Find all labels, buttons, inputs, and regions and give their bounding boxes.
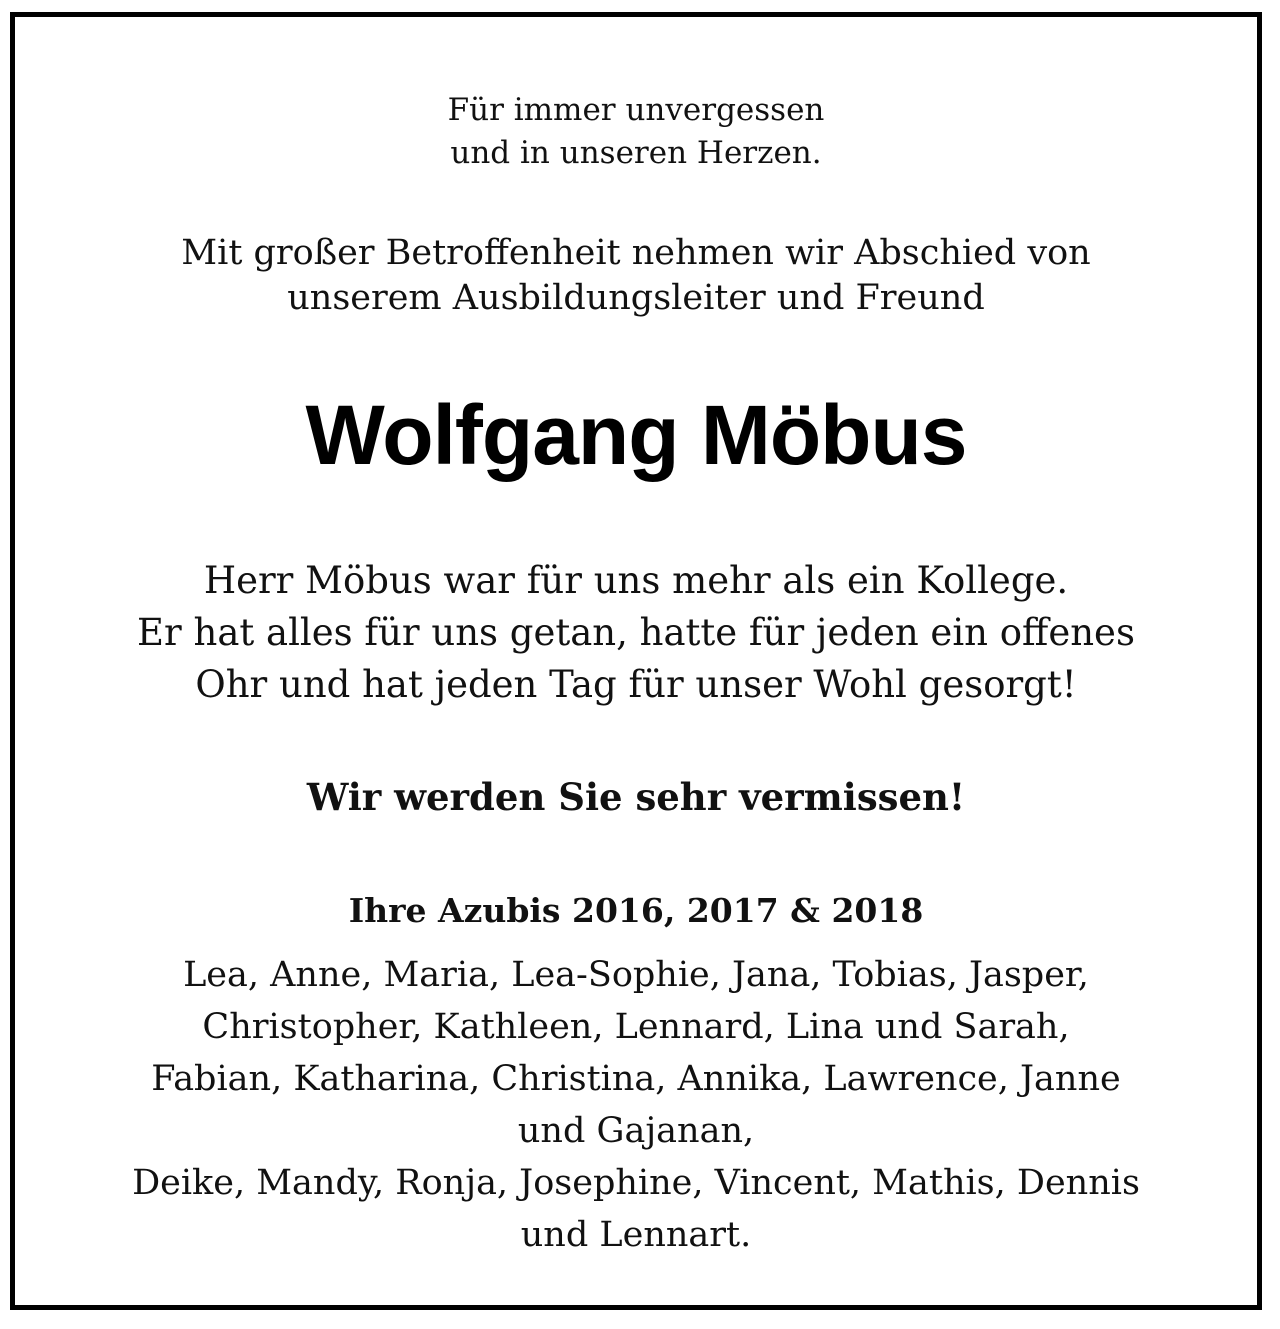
names-line: Fabian, Katharina, Christina, Annika, Lawrence, Janne	[151, 1059, 1121, 1099]
names-line: und Lennart.	[520, 1215, 752, 1255]
tribute-line: Herr Möbus war für uns mehr als ein Kollege.	[203, 559, 1069, 602]
obituary-frame	[10, 12, 1262, 1310]
intro-line: Mit großer Betroffenheit nehmen wir Abschied von	[181, 233, 1091, 273]
names-line: Christopher, Kathleen, Lennard, Lina und Sarah,	[202, 1007, 1070, 1047]
intro-text	[15, 231, 1257, 321]
intro-line: unserem Ausbildungsleiter und Freund	[287, 278, 985, 318]
signature-heading: Ihre Azubis 2016, 2017 & 2018	[348, 891, 924, 930]
tribute-line: Ohr und hat jeden Tag für unser Wohl gesorgt!	[195, 663, 1077, 706]
tribute-text	[15, 555, 1257, 711]
closing-statement: Wir werden Sie sehr vermissen!	[306, 775, 966, 819]
names-line: und Gajanan,	[517, 1111, 755, 1151]
motto-text	[15, 89, 1257, 175]
names-line: Deike, Mandy, Ronja, Josephine, Vincent, Mathis, Dennis	[132, 1163, 1140, 1203]
motto-line: Für immer unvergessen	[447, 92, 825, 128]
names-line: Lea, Anne, Maria, Lea-Sophie, Jana, Tobias, Jasper,	[183, 955, 1089, 995]
tribute-line: Er hat alles für uns getan, hatte für jeden ein offenes	[137, 611, 1135, 654]
deceased-name: Wolfgang Möbus	[305, 388, 967, 482]
signature-names	[15, 949, 1257, 1261]
motto-line: und in unseren Herzen.	[450, 135, 822, 171]
